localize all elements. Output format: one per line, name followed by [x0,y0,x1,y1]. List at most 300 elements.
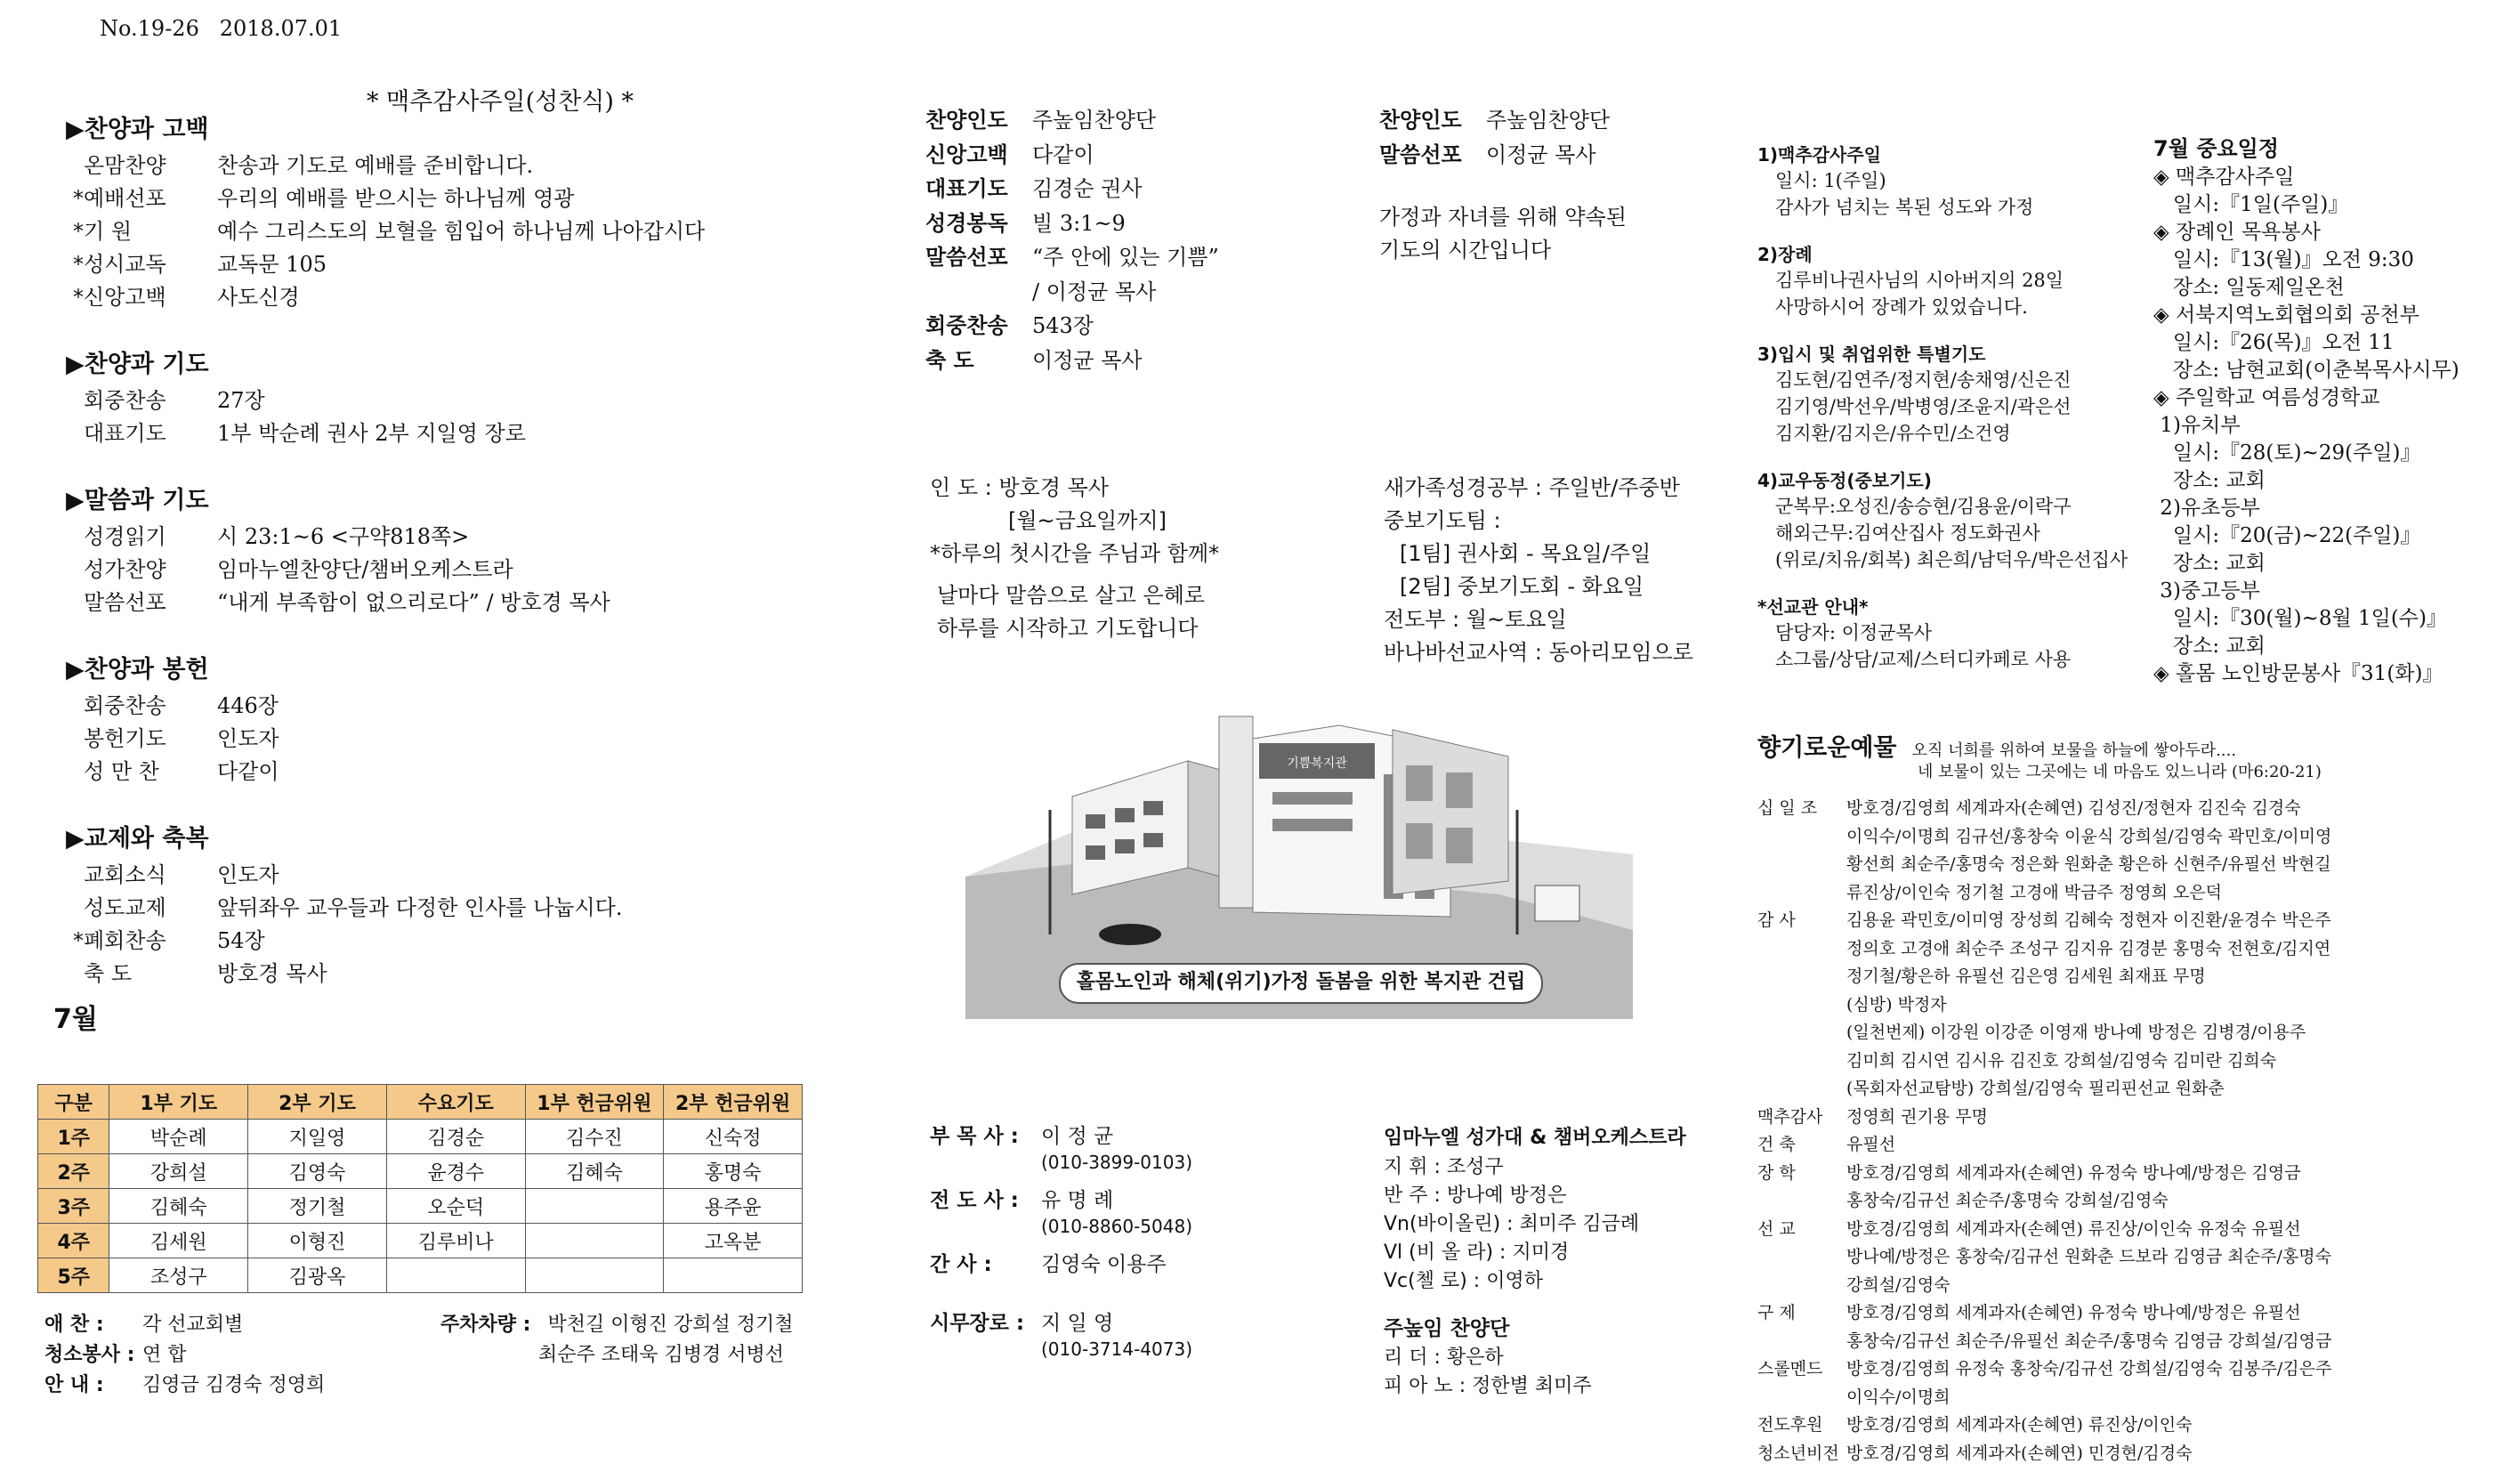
order-value: 교독문 105 [217,252,327,277]
service-label: 대표기도 [925,176,1008,201]
order-row [46,248,883,281]
order-row [46,958,883,991]
offering-category: 스롤멘드 [1757,1359,1823,1379]
section-heading: ▶교제와 축복 [66,825,209,853]
notice-line: 담당자: 이정균목사 [1775,622,1933,643]
duty-label: 애 찬 : [44,1314,104,1336]
prayer-line3: [1팀] 권사회 - 목요일/주일 [1400,541,1652,566]
choir-line: 반 주 : 방나예 방정은 [1384,1185,1567,1207]
dawn-motto: *하루의 첫시간을 주님과 함께* [930,541,1220,566]
notice-item [1757,468,2149,573]
offering-row [1757,1243,2514,1272]
prayer-teams [1384,472,1775,669]
order-label: 회중찬송 [84,693,166,718]
offering-names: 류진상/이인숙 정기철 고경애 박금주 정영희 오은덕 [1846,882,2223,902]
schedule-line: 일시:『30(월)~8월 1일(수)』 [2153,607,2447,630]
service-label: 찬양인도 [1379,108,1462,133]
offering-category: 청소년비전 [1757,1443,1839,1463]
service-row [925,309,1353,344]
offering-row [1757,1047,2514,1076]
section-heading: ▶찬양과 봉헌 [66,656,209,683]
table-cell [664,1258,803,1293]
dawn-prayer [930,472,1357,645]
staff-label: 시무장로 : [930,1312,1025,1335]
table-cell: 이형진 [248,1224,387,1258]
offering-names: 이익수/이명희 김규선/홍창숙 이윤식 강희설/김영숙 곽민호/이미영 [1846,826,2332,846]
table-cell: 김세원 [109,1224,248,1258]
table-cell: 정기철 [248,1189,387,1224]
july-title: 7월 [53,1004,98,1035]
service-label: 말씀선포 [925,245,1008,270]
duty-value: 각 선교회별 [142,1314,244,1336]
offering-category: 장 학 [1757,1162,1796,1183]
notice-item [1757,342,2149,447]
staff-entry [930,1310,1348,1362]
duty-label: 청소봉사 : [44,1344,135,1366]
issue-header [100,16,342,41]
offering-names: 홍창숙/김규선 최순주/유필선 최순주/홍명숙 김영금 강희설/김영금 [1846,1330,2332,1351]
table-row [38,1189,803,1224]
notice-line: 김도현/김연주/정지현/송채영/신은진 [1775,369,2072,391]
parking-label: 주차차량 : [440,1314,531,1336]
dawn-line5: 하루를 시작하고 기도합니다 [937,616,1199,641]
offering-names: (목회자선교탐방) 강희설/김영숙 필리핀선교 원화춘 [1846,1079,2225,1098]
order-row [46,859,883,892]
worship-section [46,109,883,314]
offering-row [1757,851,2514,879]
offering-names: 방호경/김영희 세계과자(손혜연) 유정숙 방나예/방정은 김영금 [1846,1162,2301,1183]
notice-line: 김지환/김지은/유수민/소건영 [1775,423,2011,444]
offering-row [1757,1328,2514,1356]
table-cell: 윤경수 [386,1154,525,1189]
duty-row [44,1371,810,1401]
order-value: 1부 박순례 권사 2부 지일영 장로 [217,421,526,446]
notice-line: 김기영/박선우/박병영/조윤지/곽은선 [1775,396,2072,417]
offering-names: 유필선 [1846,1135,1896,1154]
service-row [925,206,1353,241]
order-value: 인도자 [217,862,279,887]
order-label: 교회소식 [84,862,166,887]
table-cell: 김혜숙 [525,1154,664,1189]
worship-section [46,344,883,450]
staff-row [930,1310,1348,1337]
notice-line: 감사가 넘치는 복된 성도와 가정 [1775,197,2034,218]
service-value: / 이정균 목사 [1032,279,1157,304]
order-value: 446장 [217,693,279,718]
staff-phone: (010-8860-5048) [1041,1216,1193,1237]
table-cell [386,1258,525,1293]
table-cell: 김영숙 [248,1154,387,1189]
order-value: 방호경 목사 [217,961,327,986]
staff-row [930,1123,1348,1150]
choir-line: Vc(첼 로) : 이영하 [1384,1270,1543,1292]
offering-names: 정영희 권기용 무명 [1846,1106,1988,1127]
banner-caption: 홀몸노인과 해체(위기)가정 돌봄을 위한 복지관 건립 [1059,963,1543,1004]
july-duties [44,1310,810,1401]
notice-line: 해외근무:김여산집사 정도화권사 [1775,522,2040,544]
staff-name: 유 명 례 [1041,1189,1114,1212]
offering-category: 선 교 [1757,1218,1796,1239]
table-cell: 홍명숙 [664,1154,803,1189]
table-cell: 김경순 [386,1120,525,1154]
notice-title: *선교관 안내* [1757,596,1869,618]
order-row [46,586,883,619]
offering-names: (일천번제) 이강원 이강준 이영재 방나예 방정은 김병경/이용주 [1846,1023,2306,1042]
order-label: 회중찬송 [84,388,166,413]
notice-title: 1)맥추감사주일 [1757,144,1881,166]
order-label: 대표기도 [84,421,166,446]
choir-line: Vn(바이올린) : 최미주 김금례 [1384,1213,1640,1235]
staff-name: 지 일 영 [1041,1312,1114,1335]
order-row [46,723,883,756]
notice-line: (위로/치유/회복) 최은희/남덕우/박은선집사 [1775,549,2128,570]
offering-row [1757,795,2514,823]
order-value: 찬송과 기도로 예배를 준비합니다. [217,153,534,178]
offering-names: 방호경/김영희 세계과자(손혜연) 민경현/김경숙 [1846,1443,2193,1463]
dawn-leader: 인 도 : 방호경 목사 [930,475,1109,500]
dawn-line4: 날마다 말씀으로 살고 은혜로 [937,583,1206,608]
table-cell: 5주 [38,1258,109,1293]
offering-row [1757,1299,2514,1328]
offering-title: 향기로운예물 [1757,734,1897,762]
offering-names: 정기철/황은하 유필선 김은영 김세원 최재표 무명 [1846,967,2206,986]
table-cell: 김수진 [525,1120,664,1154]
offering-row [1757,1272,2514,1300]
notice-line: 사망하시어 장례가 있었습니다. [1775,296,2028,318]
order-label: 봉헌기도 [84,726,166,751]
service-label: 말씀선포 [1379,142,1462,167]
staff-row [930,1187,1348,1214]
offering-row [1757,935,2514,964]
prayer-line4: [2팀] 중보기도회 - 화요일 [1400,574,1644,599]
schedule-line: ◈ 주일학교 여름성경학교 [2153,386,2380,409]
offering-row [1757,1355,2514,1384]
duty-label: 안 내 : [44,1374,104,1396]
service-label: 축 도 [925,347,974,373]
section-heading: ▶찬양과 고백 [66,116,209,143]
table-cell: 용주윤 [664,1189,803,1224]
service-row [925,172,1353,206]
order-row [46,215,883,248]
order-value: 사도신경 [217,285,300,310]
offering-names: 정의호 고경애 최순주 조성구 김지유 김경분 홍명숙 전현호/김지연 [1846,938,2331,958]
offering-names: 김용윤 곽민호/이미영 장성희 김혜숙 정현자 이진환/윤경수 박은주 [1846,910,2331,930]
offering-row [1757,1019,2514,1047]
order-row [46,384,883,417]
service-row [925,275,1353,310]
service-value: 빌 3:1~9 [1032,210,1126,236]
order-value: 인도자 [217,726,279,751]
schedule-line: 일시:『1일(주일)』 [2153,193,2349,216]
parking-line2: 최순주 조태욱 김병경 서병선 [538,1344,785,1366]
table-cell [525,1189,664,1224]
schedule-line: 3)중고등부 [2153,579,2260,603]
table-cell: 4주 [38,1224,109,1258]
table-cell: 고옥분 [664,1224,803,1258]
offering-row [1757,1384,2514,1412]
table-cell [525,1224,664,1258]
table-cell: 1주 [38,1120,109,1154]
worship-section [46,650,883,789]
table-header: 1부 기도 [109,1085,248,1120]
evening-service [1379,103,1771,267]
order-label: 성가찬양 [84,557,166,582]
table-header: 1부 헌금위원 [525,1085,664,1120]
choir-line: Vl (비 올 라) : 지미경 [1384,1241,1570,1264]
table-cell: 조성구 [109,1258,248,1293]
table-cell: 박순례 [109,1120,248,1154]
order-row [46,892,883,925]
service-row [1379,138,1771,173]
duty-value: 연 합 [142,1344,187,1366]
service-row [925,103,1353,138]
offering-names: 방호경/김영희 유정숙 홍창숙/김규선 강희설/김영숙 김봉주/김은주 [1846,1359,2332,1379]
schedule-line: 일시:『28(토)~29(주일)』 [2153,441,2421,465]
offering-names: 김미희 김시연 김시유 김진호 강희설/김영숙 김미란 김희숙 [1846,1050,2277,1071]
table-cell: 김광옥 [248,1258,387,1293]
schedule-title: 7월 중요일정 [2153,136,2279,161]
order-row [46,281,883,314]
notice-title: 2)장례 [1757,244,1813,265]
service-label [925,275,1032,310]
notice-line: 군복무:오성진/송승현/김용윤/이락구 [1775,496,2072,517]
schedule-line: ◈ 홀몸 노인방문봉사『31(화)』 [2153,662,2443,685]
offering-names: (심방) 박정자 [1846,994,1947,1015]
second-service [925,103,1353,377]
building-sign-text: 기쁨복지관 [1287,756,1347,771]
notice-item [1757,594,2149,673]
offering-row [1757,1131,2514,1160]
offering-verse2: 네 보물이 있는 그곳에는 네 마음도 있느니라 (마6:20-21) [1918,763,2322,781]
order-row [46,554,883,586]
offering-category: 감 사 [1757,910,1796,930]
service-value: 다같이 [1032,142,1094,167]
order-label: 성도교제 [84,895,166,920]
order-value: 다같이 [217,759,279,784]
july-schedule [2153,133,2518,688]
service-row [925,138,1353,173]
offering-row [1757,1216,2514,1244]
offering-row [1757,1160,2514,1188]
offering-names: 방호경/김영희 세계과자(손혜연) 류진상/이인숙 [1846,1415,2193,1435]
order-row [46,925,883,958]
prayer-line6: 바나바선교사역 : 동아리모임으로 [1384,640,1693,665]
schedule-line: 장소: 교회 [2153,635,2266,658]
duty-value: 김영금 김경숙 정영희 [142,1374,326,1396]
service-label: 신앙고백 [925,142,1008,167]
praise-team-title: 주높임 찬양단 [1384,1317,1510,1340]
table-row [38,1120,803,1154]
choir-line: 지 휘 : 조성구 [1384,1156,1504,1178]
order-value: 시 23:1~6 <구약818쪽> [217,524,470,549]
staff-name: 김영숙 이용주 [1041,1253,1167,1276]
section-heading: ▶찬양과 기도 [66,351,209,378]
staff-name: 이 정 균 [1041,1125,1114,1148]
service-value: 이정균 목사 [1032,347,1143,373]
table-header: 수요기도 [386,1085,525,1120]
service-value: 김경순 권사 [1032,176,1143,201]
offering-row [1757,879,2514,908]
offering-row [1757,907,2514,935]
order-label: 온맘찬양 [84,153,166,178]
offering-names: 강희설/김영숙 [1846,1274,1951,1295]
schedule-line: 일시:『13(월)』오전 9:30 [2153,248,2414,271]
staff-label: 간 사 : [930,1253,992,1276]
offering-category: 맥추감사 [1757,1106,1823,1127]
table-cell [525,1258,664,1293]
table-header: 구분 [38,1085,109,1120]
section-heading: ▶말씀과 기도 [66,487,209,514]
service-value: 543장 [1032,313,1094,338]
order-value: 우리의 예배를 받으시는 하나님께 영광 [217,186,575,211]
order-value: “내게 부족함이 없으리로다” / 방호경 목사 [217,590,610,615]
offering-row [1757,1075,2514,1104]
service-row [1379,103,1771,138]
offering-category: 십 일 조 [1757,798,1818,818]
order-label: 축 도 [84,961,132,986]
offering-verse1: 오직 너희를 위하여 보물을 하늘에 쌓아두라.... [1911,741,2237,760]
praise-line: 피 아 노 : 정한별 최미주 [1384,1375,1592,1397]
order-value: 예수 그리스도의 보혈을 힘입어 하나님께 나아갑시다 [217,219,706,244]
order-value: 임마누엘찬양단/챔버오케스트라 [217,557,513,582]
schedule-line: 2)유초등부 [2153,497,2260,520]
notice-line: 김루비나권사님의 시아버지의 28일 [1775,270,2064,291]
offering-row [1757,823,2514,852]
praise-line: 리 더 : 황은하 [1384,1347,1504,1369]
order-label: *성시교독 [73,252,166,277]
notice-title: 4)교우동정(중보기도) [1757,470,1932,491]
order-label: *신앙고백 [73,285,166,310]
staff-entry [930,1251,1348,1278]
service-label: 찬양인도 [925,108,1008,133]
schedule-line: 장소: 남현교회(이춘복목사시무) [2153,359,2459,382]
order-row [46,150,883,182]
schedule-line: ◈ 서북지역노회협의회 공천부 [2153,303,2419,327]
service-row [925,344,1353,378]
staff-entry [930,1187,1348,1239]
offering-category: 건 축 [1757,1135,1796,1154]
table-cell: 강희설 [109,1154,248,1189]
offering-row [1757,1104,2514,1132]
table-cell: 3주 [38,1189,109,1224]
offering-names: 방호경/김영희 세계과자(손혜연) 김성진/정현자 김진숙 김경숙 [1846,798,2301,818]
service-value: 주높임찬양단 [1032,108,1157,133]
prayer-line2: 중보기도팀 : [1384,508,1501,533]
offering-category: 구 제 [1757,1303,1796,1322]
prayer-line5: 전도부 : 월~토요일 [1384,607,1567,632]
service-value: 주높임찬양단 [1486,108,1611,133]
service-label: 성경봉독 [925,210,1008,236]
family-line1: 가정과 자녀를 위해 약속된 [1379,205,1627,230]
notice-item [1757,142,2149,221]
order-row [46,756,883,789]
service-value: 이정균 목사 [1486,142,1596,167]
notice-item [1757,242,2149,320]
welfare-center-illustration [965,703,1633,1019]
staff-label: 부 목 사 : [930,1125,1019,1148]
schedule-line: ◈ 맥추감사주일 [2153,166,2295,189]
table-cell: 김혜숙 [109,1189,248,1224]
table-cell: 2주 [38,1154,109,1189]
staff-label: 전 도 사 : [930,1189,1019,1212]
staff-list [930,1123,1348,1374]
offering-row [1757,1187,2514,1216]
offering-names: 방나예/방정은 홍창숙/김규선 원화춘 드보라 김영금 최순주/홍명숙 [1846,1247,2331,1266]
july-duty-table [37,1084,803,1293]
offering-names: 방호경/김영희 세계과자(손혜연) 류진상/이인숙 유정숙 유필선 [1846,1218,2301,1239]
order-row [46,521,883,554]
notice-line: 일시: 1(주일) [1775,170,1886,191]
offering-names: 이익수/이명희 [1846,1387,1951,1407]
order-label: 성경읽기 [84,524,166,549]
schedule-line: 1)유치부 [2153,414,2241,437]
parking-line1: 박천길 이형진 강희설 정기철 [547,1314,794,1336]
order-label: *예배선포 [73,186,166,211]
order-label: 성 만 찬 [84,759,159,784]
order-row [46,182,883,215]
table-cell: 신숙정 [664,1120,803,1154]
order-value: 27장 [217,388,265,413]
schedule-line: 장소: 교회 [2153,469,2266,492]
service-row [925,240,1353,275]
order-value: 앞뒤좌우 교우들과 다정한 인사를 나눕시다. [217,895,623,920]
offering-category: 전도후원 [1757,1415,1823,1435]
table-row [38,1154,803,1189]
offering-row [1757,991,2514,1020]
service-label: 회중찬송 [925,313,1008,338]
table-cell: 오순덕 [386,1189,525,1224]
table-header: 2부 헌금위원 [664,1085,803,1120]
worship-section [46,481,883,619]
order-label: *폐회찬송 [73,928,166,953]
offering-row [1757,963,2514,991]
order-value: 54장 [217,928,265,953]
staff-phone: (010-3714-4073) [1041,1339,1193,1360]
staff-row [930,1251,1348,1278]
notice-title: 3)입시 및 취업위한 특별기도 [1757,344,1986,365]
church-notices [1757,142,2149,694]
order-label: 말씀선포 [84,590,166,615]
offering-names: 방호경/김영희 세계과자(손혜연) 유정숙 방나예/방정은 유필선 [1846,1303,2301,1322]
order-row [46,690,883,723]
staff-phone: (010-3899-0103) [1041,1152,1193,1173]
table-row [38,1258,803,1293]
offering-row [1757,1440,2514,1468]
family-line2: 기도의 시간입니다 [1379,238,1552,263]
table-row [38,1224,803,1258]
worship-section [46,819,883,991]
table-cell: 김루비나 [386,1224,525,1258]
worship-order [46,82,883,1021]
issue-date: 2018.07.01 [219,16,343,41]
table-cell: 지일영 [248,1120,387,1154]
choir-title: 임마누엘 성가대 & 챔버오케스트라 [1384,1127,1686,1149]
order-label: *기 원 [73,219,132,244]
service-value: “주 안에 있는 기쁨” [1032,245,1219,270]
parking-block [440,1310,793,1340]
issue-number: No.19-26 [100,16,199,41]
choir-list [1384,1123,1793,1401]
offering-names: 홍창숙/김규선 최순주/홍명숙 강희설/김영숙 [1846,1191,2169,1210]
staff-entry [930,1123,1348,1175]
offering-names: 황선희 최순주/홍명숙 정은화 원화춘 황은하 신현주/유필선 박현길 [1846,854,2331,874]
notice-line: 소그룹/상담/교제/스터디카페로 사용 [1775,649,2072,670]
schedule-line: 일시:『26(목)』오전 11 [2153,331,2395,354]
schedule-line: 장소: 일동제일온천 [2153,276,2345,299]
offering-list [1757,728,2514,1468]
offering-row [1757,1411,2514,1440]
dawn-days: [월~금요일까지] [1008,508,1167,533]
